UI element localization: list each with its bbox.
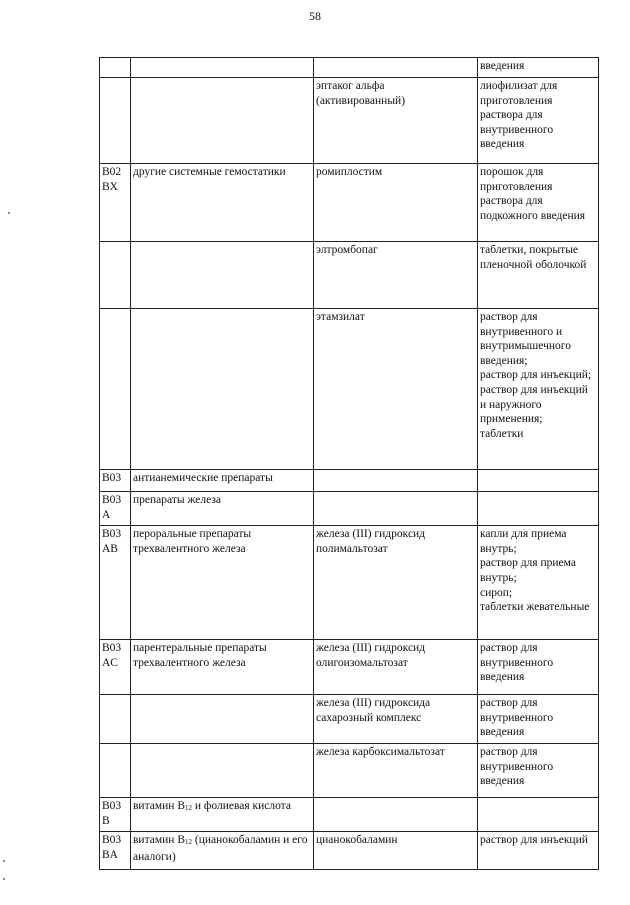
drug-name-cell [314,470,478,492]
drug-name-cell: железа (III) гидроксид олигоизомальтозат [314,640,478,695]
dosage-form-item: раствор для внутривенного введения [480,697,554,739]
dosage-form-cell [478,695,599,744]
atc-code-cell [100,58,131,78]
table-row [100,695,599,744]
dosage-form-cell [478,242,599,309]
dosage-form-item: раствор для приема внутрь; [480,557,576,584]
drug-classification-table [99,57,599,870]
group-name-cell: антианемические препараты [131,470,314,492]
drug-name-cell: ромиплостим [314,164,478,242]
group-name-cell [131,695,314,744]
group-name-cell [131,78,314,164]
table-body [100,58,599,870]
table-row [100,58,599,78]
dosage-form-cell [478,164,599,242]
atc-code-cell: B03A [100,492,131,526]
group-name-cell [131,309,314,470]
dosage-form-cell [478,309,599,470]
atc-code-cell: B03B [100,797,131,831]
dosage-form-cell [478,470,599,492]
atc-code-cell [100,743,131,797]
table-row [100,743,599,797]
drug-name-cell: железа карбоксимальтозат [314,743,478,797]
drug-name-cell: железа (III) гидроксида сахарозный комплекс [314,695,478,744]
drug-name-cell: элтромбопаг [314,242,478,309]
atc-code-cell: B03AC [100,640,131,695]
table-row [100,78,599,164]
group-name-text: (цианокобаламин и его аналоги) [133,834,308,863]
scan-mark [3,878,5,880]
dosage-form-item: лиофилизат для приготовления раствора для внутривенного введения [480,80,558,151]
table-row [100,640,599,695]
dosage-form-item: сироп; [480,586,513,599]
dosage-form-item: таблетки [480,427,524,440]
dosage-form-item: таблетки жевательные [480,601,590,614]
group-name-text: и фолиевая кислота [192,799,291,812]
vitamin-subscript: 12 [185,838,192,847]
table-row [100,492,599,526]
table-row [100,526,599,640]
atc-code-cell [100,695,131,744]
group-name-text: витамин B [133,799,185,812]
dosage-form-cell [478,58,599,78]
dosage-form-item: раствор для внутривенного введения [480,642,554,684]
group-name-cell: другие системные гемостатики [131,164,314,242]
drug-name-cell [314,797,478,831]
group-name-cell: препараты железа [131,492,314,526]
table-row [100,164,599,242]
drug-name-cell: цианокобаламин [314,832,478,870]
dosage-form-cell [478,526,599,640]
page-number: 58 [309,9,321,23]
drug-name-cell: эптаког альфа (активированный) [314,78,478,164]
scan-mark [8,212,10,214]
group-name-cell [131,743,314,797]
dosage-form-cell [478,743,599,797]
dosage-form-cell [478,832,599,870]
dosage-form-item: раствор для инъекций и наружного применения; [480,383,588,426]
table-row [100,832,599,870]
dosage-form-item: раствор для внутривенного и внутримышечного введения; [480,311,571,367]
table-row [100,242,599,309]
dosage-form-cell [478,78,599,164]
table-row [100,309,599,470]
atc-code-cell [100,242,131,309]
atc-code-cell [100,78,131,164]
dosage-form-item: таблетки, покрытые пленочной оболочкой [480,244,587,271]
table-row [100,470,599,492]
scan-mark [3,860,5,862]
group-name-cell [131,832,314,870]
vitamin-subscript: 12 [185,803,192,812]
dosage-form-cell [478,797,599,831]
group-name-cell [131,797,314,831]
group-name-cell [131,242,314,309]
group-name-cell: пероральные препараты трехвалентного железа [131,526,314,640]
dosage-form-item: раствор для инъекций; [480,369,592,382]
drug-name-cell [314,492,478,526]
group-name-text: витамин B [133,834,185,847]
dosage-form-item: порошок для приготовления раствора для подкожного введения [480,166,586,222]
dosage-form-item: введения [480,60,525,72]
dosage-form-item: раствор для инъекций [480,834,588,847]
drug-name-cell: этамзилат [314,309,478,470]
atc-code-cell: B03AB [100,526,131,640]
dosage-form-item: капли для приема внутрь; [480,528,567,555]
dosage-form-item: раствор для внутривенного введения [480,745,554,788]
table-row [100,797,599,831]
drug-name-cell [314,58,478,78]
group-name-cell: парентеральные препараты трехвалентного железа [131,640,314,695]
atc-code-cell [100,309,131,470]
atc-code-cell: B02BX [100,164,131,242]
drug-name-cell: железа (III) гидроксид полимальтозат [314,526,478,640]
atc-code-cell: B03 [100,470,131,492]
atc-code-cell: B03BA [100,832,131,870]
group-name-cell [131,58,314,78]
dosage-form-cell [478,492,599,526]
dosage-form-cell [478,640,599,695]
